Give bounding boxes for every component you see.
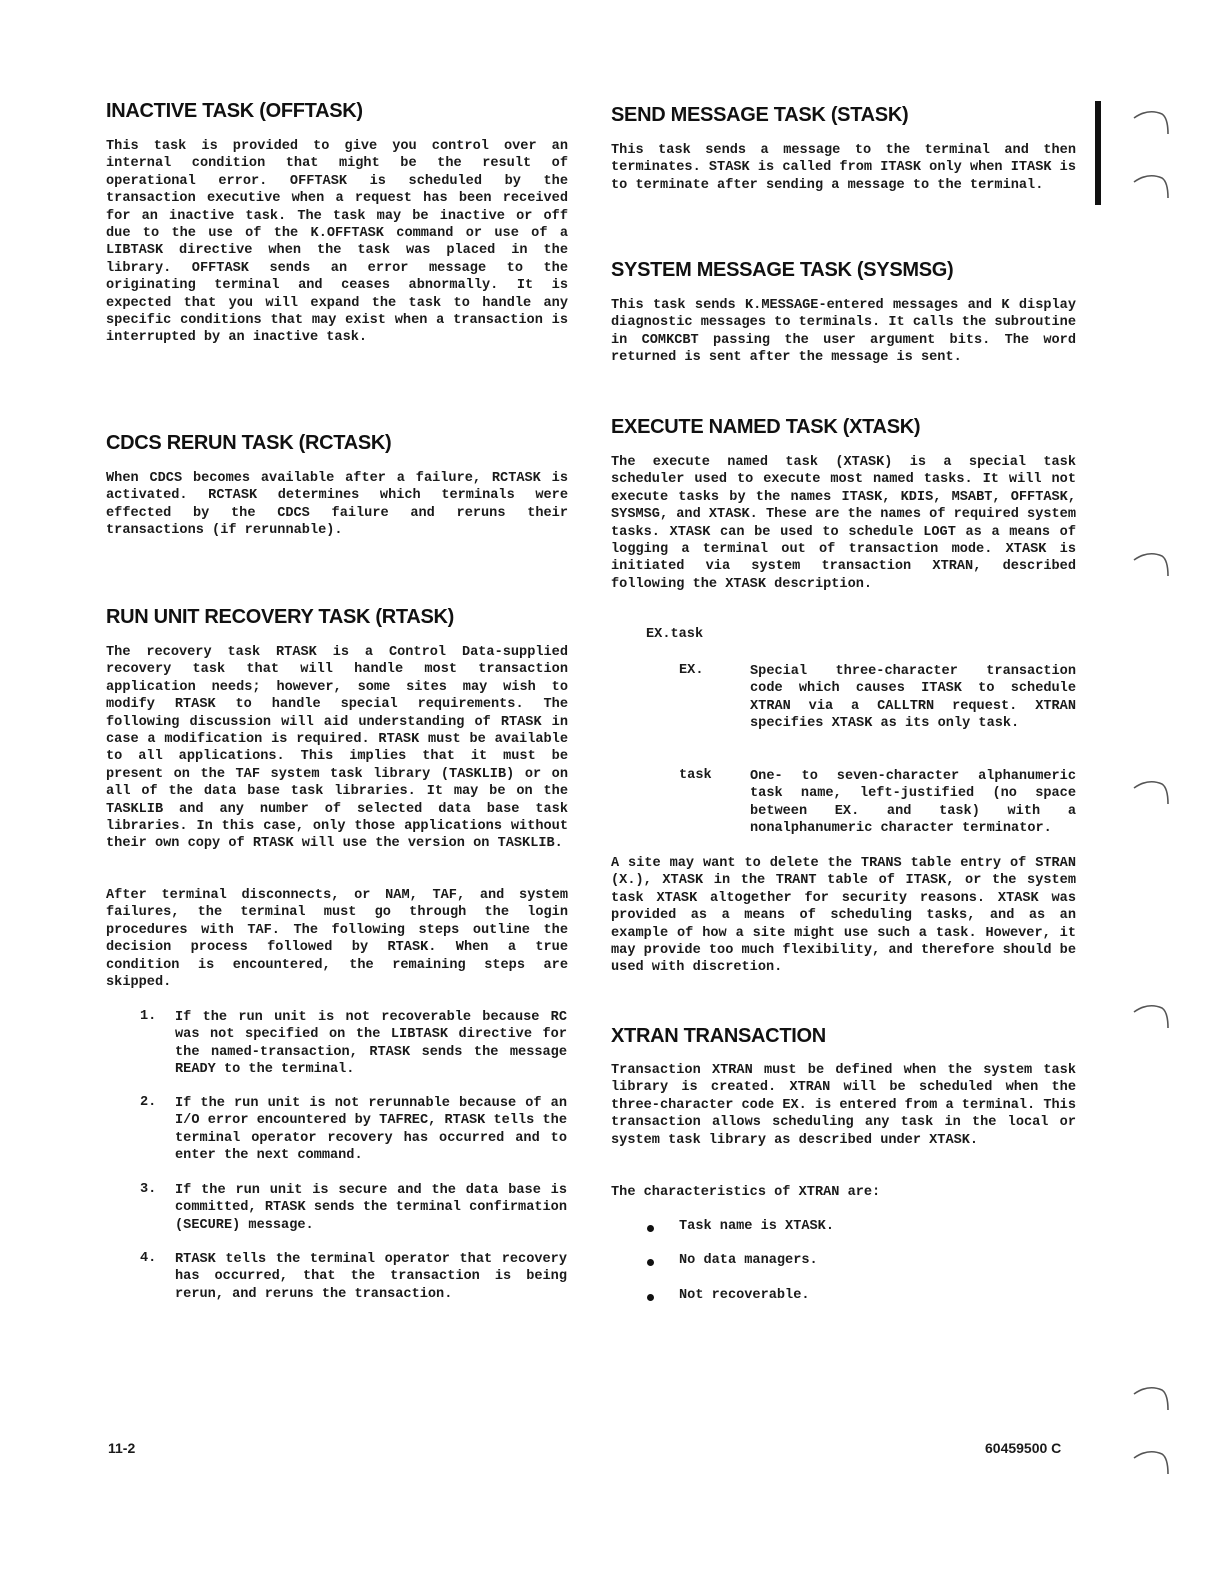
rtask-body-1: The recovery task RTASK is a Control Data-supplied recovery task that will handle most transaction application needs; however, some sites may wish to modify RTASK to handle special requirements. The following discussion will aid understanding of RTASK in case a modification is required. RTASK must be available to all applications. This implies that it must be present on the TAF system task library (TASKLIB) or on all of the data base task libraries. It may be on the TASKLIB and any number of selected data base task libraries. In this case, only those applications without their own copy of RTASK will use the version on TASKLIB. [106, 645, 568, 852]
heading-rctask: CDCS RERUN TASK (RCTASK) [106, 432, 392, 454]
change-bar [1095, 101, 1101, 205]
punch-hole-icon [1130, 1382, 1174, 1412]
list-text: Not recoverable. [679, 1288, 810, 1303]
format-line: EX.task [646, 627, 704, 642]
list-text: No data managers. [679, 1253, 818, 1268]
xtask-body-1: The execute named task (XTASK) is a special task scheduler used to execute most named tasks. It will not execute tasks by the names ITASK, KDIS, MSABT, OFFTASK, SYSMSG, and XTASK. These are the names of required system tasks. XTASK can be used to schedule LOGT as a means of logging a terminal out of transaction mode. XTASK is initiated via system transaction XTRAN, described following the XTASK description. [611, 455, 1076, 592]
list-text: RTASK tells the terminal operator that recovery has occurred, that the transaction is being rerun, and reruns the transaction. [175, 1252, 567, 1302]
heading-rtask: RUN UNIT RECOVERY TASK (RTASK) [106, 606, 455, 628]
list-number: 1. [140, 1009, 157, 1024]
bullet-icon [647, 1294, 654, 1301]
list-number: 4. [140, 1251, 157, 1266]
rctask-body: When CDCS becomes available after a failure, RCTASK is activated. RCTASK determines which terminals were effected by the CDCS failure and reruns their transactions (if rerunnable). [106, 471, 568, 539]
heading-xtran: XTRAN TRANSACTION [611, 1025, 826, 1047]
punch-hole-icon [1130, 1000, 1174, 1030]
bullet-icon [647, 1225, 654, 1232]
bullet-icon [647, 1259, 654, 1266]
heading-xtask: EXECUTE NAMED TASK (XTASK) [611, 416, 921, 438]
list-text: If the run unit is not rerunnable because of an I/O error encountered by TAFREC, RTASK tells the terminal operator recovery has occurred and to enter the next command. [175, 1096, 567, 1164]
list-number: 2. [140, 1095, 157, 1110]
list-text: Task name is XTASK. [679, 1219, 834, 1234]
document-number: 60459500 C [985, 1440, 1062, 1456]
heading-stask: SEND MESSAGE TASK (STASK) [611, 104, 909, 126]
punch-hole-icon [1130, 548, 1174, 578]
stask-body: This task sends a message to the terminal and then terminates. STASK is called from ITASK only when ITASK is to terminate after sending a message to the terminal. [611, 143, 1076, 193]
def-term: task [679, 768, 712, 783]
list-text: If the run unit is secure and the data base is committed, RTASK sends the terminal confirmation (SECURE) message. [175, 1183, 567, 1233]
xtask-body-2: A site may want to delete the TRANS table entry of STRAN (X.), XTASK in the TRANT table of ITASK, or the system task XTASK altogether for security reasons. XTASK was provided as a means of scheduling tasks, and as an example of how a site might use such a task. However, it may provide too much flexibility, and therefore should be used with discretion. [611, 856, 1076, 976]
def-term: EX. [679, 663, 704, 678]
punch-hole-icon [1130, 170, 1174, 200]
def-text: One- to seven-character alphanumeric task name, left-justified (no space between EX. and task) with a nonalphanumeric character terminator. [750, 769, 1076, 837]
heading-sysmsg: SYSTEM MESSAGE TASK (SYSMSG) [611, 259, 954, 281]
list-number: 3. [140, 1182, 157, 1197]
list-text: If the run unit is not recoverable because RC was not specified on the LIBTASK directive for the named-transaction, RTASK sends the message READY to the terminal. [175, 1010, 567, 1078]
heading-offtask: INACTIVE TASK (OFFTASK) [106, 100, 363, 122]
def-text: Special three-character transaction code which causes ITASK to schedule XTRAN via a CALLTRN request. XTRAN specifies XTASK as its only task. [750, 664, 1076, 732]
offtask-body: This task is provided to give you control over an internal condition that might be the result of operational error. OFFTASK is scheduled by the transaction executive when a request has been received for an inactive task. The task may be inactive or off due to the use of the K.OFFTASK command or use of a LIBTASK directive when the task was placed in the library. OFFTASK sends an error message to the originating terminal and ceases abnormally. It is expected that you will expand the task to handle any specific conditions that may exist when a transaction is interrupted by an inactive task. [106, 139, 568, 346]
punch-hole-icon [1130, 776, 1174, 806]
rtask-body-2: After terminal disconnects, or NAM, TAF, and system failures, the terminal must go through the login procedures with TAF. The following steps outline the decision process followed by RTASK. When a true condition is encountered, the remaining steps are skipped. [106, 888, 568, 991]
punch-hole-icon [1130, 1446, 1174, 1476]
xtran-body-1: Transaction XTRAN must be defined when the system task library is created. XTRAN will be scheduled when the three-character code EX. is entered from a terminal. This transaction allows scheduling any task in the local or system task library as described under XTASK. [611, 1063, 1076, 1148]
sysmsg-body: This task sends K.MESSAGE-entered messages and K display diagnostic messages to terminals. It calls the subroutine in COMKCBT passing the user argument bits. The word returned is sent after the message is sent. [611, 298, 1076, 366]
page-number: 11-2 [108, 1440, 136, 1456]
xtran-body-2: The characteristics of XTRAN are: [611, 1185, 881, 1200]
punch-hole-icon [1130, 106, 1174, 136]
